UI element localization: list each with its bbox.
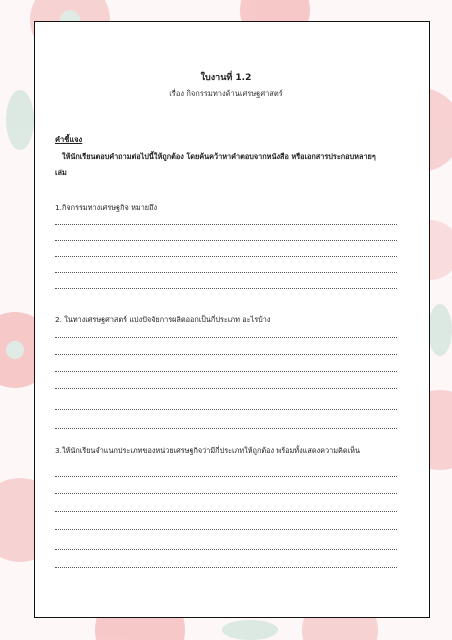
answer-line[interactable] [55,529,397,530]
answer-line[interactable] [55,224,397,225]
question-2: 2. ในทางเศรษฐศาสตร์ แบ่งปัจจัยการผลิตออกเป็นกี่ประเภท อะไรบ้าง [55,315,271,324]
answer-line[interactable] [55,493,397,494]
question-1: 1.กิจกรรมทางเศรษฐกิจ หมายถึง [55,203,158,212]
leaf-decoration [428,304,452,356]
worksheet-subtitle: เรื่อง กิจกรรมทางด้านเศรษฐศาสตร์ [169,89,283,98]
answer-line[interactable] [55,371,397,372]
answer-line[interactable] [55,354,397,355]
answer-line[interactable] [55,567,397,568]
answer-line[interactable] [55,476,397,477]
answer-line[interactable] [55,511,397,512]
leaf-decoration [222,620,278,640]
answer-line[interactable] [55,256,397,257]
instructions-text-line2: เล่ม [55,168,67,177]
answer-line[interactable] [55,272,397,273]
answer-line[interactable] [55,388,397,389]
answer-line[interactable] [55,288,397,289]
question-3: 3.ให้นักเรียนจำแนกประเภทของหน่วยเศรษฐกิจว่ามีกี่ประเภทให้ถูกต้อง พร้อมทั้งแสดงความคิดเห็น [55,446,360,455]
answer-line[interactable] [55,428,397,429]
answer-line[interactable] [55,240,397,241]
worksheet-title: ใบงานที่ 1.2 [200,73,252,83]
answer-line[interactable] [55,409,397,410]
flower-decoration [6,341,24,359]
instructions-heading: คำชี้แจง [55,135,83,144]
answer-line[interactable] [55,337,397,338]
instructions-text-line1: ให้นักเรียนตอบคำถามต่อไปนี้ให้ถูกต้อง โดยค้นคว้าหาคำตอบจากหนังสือ หรือเอกสารประกอบหลายๆ [62,152,376,161]
answer-line[interactable] [55,549,397,550]
